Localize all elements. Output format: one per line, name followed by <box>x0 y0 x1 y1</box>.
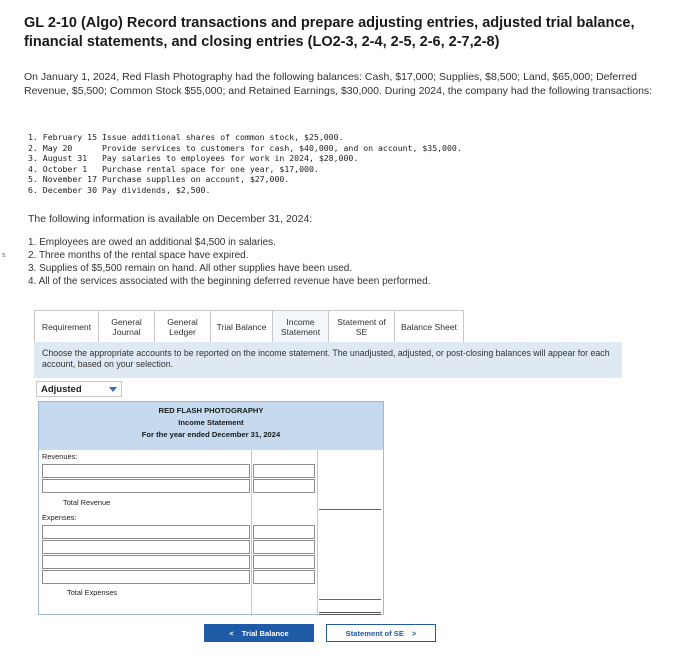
info-item: 2. Three months of the rental space have expired. <box>28 250 249 261</box>
revenues-label: Revenues: <box>42 452 78 461</box>
tab-income-statement[interactable]: Income Statement <box>273 311 329 343</box>
transaction-item: 3. August 31 Pay salaries to employees for work in 2024, $28,000. <box>28 153 359 164</box>
company-name: RED FLASH PHOTOGRAPHY <box>158 406 264 415</box>
income-statement-form <box>38 401 384 615</box>
expense-account-select[interactable] <box>42 525 250 539</box>
revenue-account-select[interactable] <box>42 464 250 478</box>
transaction-item: 2. May 20 Provide services to customers for cash, $40,000, and on account, $35,000. <box>28 142 462 153</box>
prev-button-label: Trial Balance <box>241 628 289 638</box>
expense-amount-input[interactable] <box>253 540 315 554</box>
transaction-item: 6. December 30 Pay dividends, $2,500. <box>28 184 211 195</box>
expense-amount-input[interactable] <box>253 570 315 584</box>
chevron-right-icon: > <box>411 628 417 638</box>
prev-trial-balance-button[interactable] <box>204 624 314 642</box>
statement-header <box>39 402 383 450</box>
info-item: 4. All of the services associated with the beginning deferred revenue have been performed. <box>28 276 431 287</box>
next-button-label: Statement of SE <box>345 628 404 638</box>
problem-title: GL 2-10 (Algo) Record transactions and prepare adjusting entries, adjusted trial balance, financial statements, and closing entries (LO2-3, 2-4, 2-5, 2-6, 2-7,2-8) <box>24 15 635 50</box>
info-item: 3. Supplies of $5,500 remain on hand. All other supplies have been used. <box>28 263 353 274</box>
total-revenue-label: Total Revenue <box>63 498 111 507</box>
tab-trial-balance[interactable]: Trial Balance <box>211 311 273 343</box>
chevron-left-icon: < <box>229 628 234 638</box>
expenses-label: Expenses: <box>42 513 77 522</box>
transaction-item: 4. October 1 Purchase rental space for one year, $17,000. <box>28 163 319 174</box>
instructions-box: Choose the appropriate accounts to be reported on the income statement. The unadjusted, adjusted, or post-closing balances will appear for each account, based on your selection. <box>34 342 622 378</box>
tab-requirement[interactable]: Requirement <box>35 311 99 343</box>
expense-amount-input[interactable] <box>253 555 315 569</box>
balance-type-select[interactable] <box>36 381 122 397</box>
total-expenses-label: Total Expenses <box>67 588 118 597</box>
expense-account-select[interactable] <box>42 570 250 584</box>
expense-amount-input[interactable] <box>253 525 315 539</box>
tab-balance-sheet[interactable]: Balance Sheet <box>401 322 457 332</box>
transaction-item: 5. November 17 Purchase supplies on account, $27,000. <box>28 174 290 185</box>
year-end-info-list <box>28 236 430 288</box>
statement-period: For the year ended December 31, 2024 <box>141 430 281 439</box>
revenue-amount-input[interactable] <box>253 464 315 478</box>
chevron-down-icon <box>109 387 117 392</box>
revenue-account-select[interactable] <box>42 479 250 493</box>
tab-general-ledger[interactable]: General Ledger <box>155 311 211 343</box>
expense-account-select[interactable] <box>42 540 250 554</box>
revenue-amount-input[interactable] <box>253 479 315 493</box>
problem-intro: On January 1, 2024, Red Flash Photography had the following balances: Cash, $17,000; Supplies, $8,500; Land, $65,000; Deferred Revenue, $5,500; Common Stock $55,000; and Retained Earnings, $30,000. During 2024, the company had the following transactions: <box>24 71 653 97</box>
info-item: 1. Employees are owed an additional $4,500 in salaries. <box>28 237 276 248</box>
available-info-heading: The following information is available on December 31, 2024: <box>28 213 313 225</box>
next-statement-se-button[interactable] <box>326 624 436 642</box>
requirement-tabs <box>34 310 464 344</box>
total-revenue-cell <box>319 496 381 510</box>
tab-general-journal[interactable]: General Journal <box>99 311 155 343</box>
side-mark: s <box>2 252 6 259</box>
transaction-item: 1. February 15 Issue additional shares of common stock, $25,000. <box>28 132 344 142</box>
total-expenses-cell <box>319 586 381 600</box>
balance-type-value: Adjusted <box>41 384 82 395</box>
transaction-list <box>28 132 462 196</box>
tab-statement-of-se[interactable]: Statement of SE <box>329 311 395 343</box>
statement-name: Income Statement <box>178 418 244 427</box>
expense-account-select[interactable] <box>42 555 250 569</box>
net-income-cell <box>319 601 381 615</box>
